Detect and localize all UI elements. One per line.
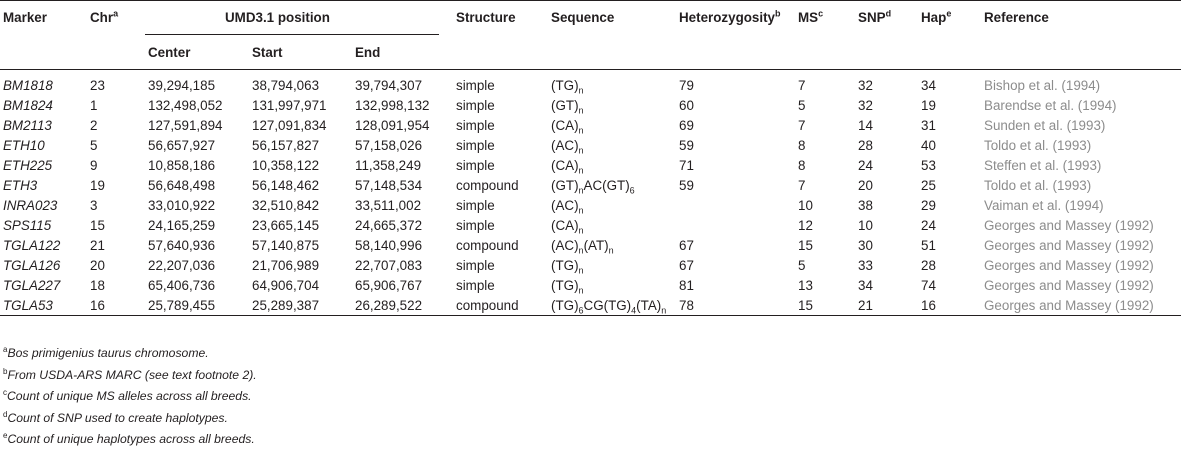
cell-hap: 28 bbox=[921, 257, 936, 273]
table-row bbox=[0, 195, 1181, 215]
cell-chr: 9 bbox=[90, 157, 98, 173]
cell-ms: 7 bbox=[798, 177, 806, 193]
cell-marker: BM2113 bbox=[3, 117, 52, 133]
cell-sequence bbox=[548, 275, 676, 295]
footnote bbox=[3, 343, 257, 365]
sequence-part: (AC) bbox=[551, 137, 579, 153]
cell-chr: 21 bbox=[90, 237, 105, 253]
table-row bbox=[0, 275, 1181, 295]
header-hap: Hap$^e$ bbox=[918, 1, 981, 70]
cell-marker: TGLA122 bbox=[3, 237, 61, 253]
footnote bbox=[3, 365, 257, 387]
sequence-part: CG(TG) bbox=[583, 297, 632, 313]
cell-reference: Georges and Massey (1992) bbox=[984, 237, 1154, 253]
header-ms: $MS^c$ bbox=[795, 1, 855, 70]
cell-center: 65,406,736 bbox=[148, 277, 216, 293]
table-row bbox=[0, 95, 1181, 115]
header-start: Start bbox=[249, 35, 352, 70]
sequence-part: (AC) bbox=[551, 197, 579, 213]
cell-marker: SPS115 bbox=[3, 217, 52, 233]
cell-structure: simple bbox=[456, 97, 495, 113]
cell-chr: 20 bbox=[90, 257, 105, 273]
cell-heterozygosity: 71 bbox=[679, 157, 694, 173]
header-marker: Marker bbox=[0, 1, 87, 70]
sequence-part: (AT) bbox=[583, 237, 609, 253]
cell-marker: TGLA227 bbox=[3, 277, 61, 293]
cell-start: 25,289,387 bbox=[249, 295, 352, 316]
table-row bbox=[0, 295, 1181, 316]
cell-end: 24,665,372 bbox=[355, 217, 423, 233]
header-umd-group: UMD3.1 position bbox=[145, 1, 453, 36]
cell-heterozygosity bbox=[676, 215, 795, 235]
footnote-text: Count of unique MS alleles across all breeds. bbox=[7, 389, 252, 403]
cell-ms: 15 bbox=[798, 237, 813, 253]
sequence-part: n bbox=[578, 285, 584, 296]
cell-chr: 19 bbox=[90, 177, 105, 193]
cell-sequence bbox=[548, 175, 676, 195]
cell-end: 26,289,522 bbox=[352, 295, 453, 316]
footnote-text: From USDA-ARS MARC (see text footnote 2). bbox=[7, 367, 257, 382]
cell-center: 22,207,036 bbox=[148, 257, 216, 273]
cell-snp: 33 bbox=[858, 257, 873, 273]
header-heterozygosity: Heterozygosity$^b$ bbox=[676, 1, 795, 70]
sequence-part: n bbox=[578, 225, 584, 236]
cell-end: 11,358,249 bbox=[355, 157, 422, 173]
cell-center: 24,165,259 bbox=[148, 217, 216, 233]
sequence-part: (GT) bbox=[551, 177, 579, 193]
cell-center: 127,591,894 bbox=[148, 117, 223, 133]
header-snp: SNP$^d$ bbox=[855, 1, 918, 70]
cell-hap: 51 bbox=[921, 237, 936, 253]
cell-start: 10,358,122 bbox=[252, 157, 320, 173]
header-reference: Reference bbox=[981, 1, 1181, 70]
cell-reference: Georges and Massey (1992) bbox=[981, 295, 1181, 316]
table-row bbox=[0, 215, 1181, 235]
cell-structure: simple bbox=[456, 157, 495, 173]
sequence-part: n bbox=[608, 245, 614, 256]
cell-start: 64,906,704 bbox=[252, 277, 320, 293]
footnote-text: Count of unique haplotypes across all breeds. bbox=[7, 432, 255, 446]
cell-start: 131,997,971 bbox=[252, 97, 327, 113]
cell-snp: 30 bbox=[858, 237, 873, 253]
footnote-mark: e bbox=[3, 430, 8, 440]
cell-hap: 40 bbox=[921, 137, 936, 153]
cell-start: 38,794,063 bbox=[252, 77, 320, 93]
cell-marker: INRA023 bbox=[3, 197, 58, 213]
cell-start: 127,091,834 bbox=[252, 117, 327, 133]
sequence-part: n bbox=[578, 85, 584, 96]
table-row bbox=[0, 135, 1181, 155]
cell-hap: 53 bbox=[921, 157, 936, 173]
cell-ms: 5 bbox=[798, 97, 806, 113]
cell-ms: 13 bbox=[798, 277, 813, 293]
cell-heterozygosity: 60 bbox=[679, 97, 694, 113]
cell-ms: 7 bbox=[798, 117, 806, 133]
cell-marker: ETH3 bbox=[3, 177, 38, 193]
cell-marker: ETH10 bbox=[3, 137, 45, 153]
cell-marker: BM1824 bbox=[3, 97, 53, 113]
sequence-part: n bbox=[578, 165, 584, 176]
cell-structure: simple bbox=[456, 117, 495, 133]
cell-hap: 31 bbox=[921, 117, 936, 133]
cell-hap: 24 bbox=[921, 217, 936, 233]
sequence-part: (TG) bbox=[551, 77, 579, 93]
cell-sequence bbox=[548, 235, 676, 255]
cell-sequence bbox=[548, 115, 676, 135]
cell-sequence bbox=[548, 215, 676, 235]
cell-snp: 14 bbox=[858, 117, 873, 133]
cell-reference: Toldo et al. (1993) bbox=[984, 177, 1092, 193]
cell-heterozygosity: 78 bbox=[676, 295, 795, 316]
cell-start: 57,140,875 bbox=[252, 237, 320, 253]
cell-reference: Sunden et al. (1993) bbox=[984, 117, 1106, 133]
sequence-part: (TG) bbox=[551, 277, 579, 293]
cell-chr: 3 bbox=[90, 197, 98, 213]
cell-snp: 10 bbox=[858, 217, 873, 233]
cell-reference: Georges and Massey (1992) bbox=[984, 277, 1154, 293]
sequence-part: n bbox=[578, 185, 584, 196]
cell-center: 132,498,052 bbox=[148, 97, 223, 113]
footnote-text: Count of SNP used to create haplotypes. bbox=[7, 410, 228, 425]
footnotes bbox=[3, 343, 257, 451]
cell-hap: 16 bbox=[918, 295, 981, 316]
cell-center: 56,657,927 bbox=[148, 137, 216, 153]
cell-marker: TGLA53 bbox=[0, 295, 87, 316]
sequence-part: (CA) bbox=[551, 217, 579, 233]
cell-hap: 74 bbox=[921, 277, 936, 293]
footnote-mark: b bbox=[3, 366, 8, 376]
cell-sequence bbox=[548, 255, 676, 275]
cell-chr: 16 bbox=[87, 295, 145, 316]
cell-sequence bbox=[548, 95, 676, 115]
cell-sequence bbox=[548, 135, 676, 155]
table-row bbox=[0, 175, 1181, 195]
sequence-part: 6 bbox=[578, 305, 584, 316]
cell-snp: 34 bbox=[858, 277, 873, 293]
sequence-part: n bbox=[578, 105, 584, 116]
cell-sequence bbox=[548, 295, 676, 316]
cell-hap: 25 bbox=[921, 177, 936, 193]
footnote-mark: c bbox=[3, 387, 7, 397]
cell-center: 33,010,922 bbox=[148, 197, 216, 213]
cell-end: 132,998,132 bbox=[355, 97, 430, 113]
cell-structure: compound bbox=[453, 295, 548, 316]
cell-reference: Steffen et al. (1993) bbox=[984, 157, 1102, 173]
cell-start: 32,510,842 bbox=[252, 197, 320, 213]
cell-end: 57,148,534 bbox=[355, 177, 423, 193]
sequence-part: (AC) bbox=[551, 237, 579, 253]
cell-sequence bbox=[548, 195, 676, 215]
table-row bbox=[0, 70, 1181, 96]
cell-heterozygosity: 69 bbox=[679, 117, 694, 133]
sequence-part: n bbox=[578, 205, 584, 216]
sequence-part: n bbox=[578, 145, 584, 156]
sequence-part: n bbox=[578, 265, 584, 276]
cell-start: 56,148,462 bbox=[252, 177, 320, 193]
cell-snp: 38 bbox=[858, 197, 873, 213]
cell-heterozygosity: 81 bbox=[679, 277, 694, 293]
cell-snp: 32 bbox=[858, 77, 873, 93]
cell-structure: simple bbox=[456, 277, 495, 293]
cell-end: 57,158,026 bbox=[355, 137, 423, 153]
sequence-part: (TA) bbox=[636, 297, 662, 313]
table-row bbox=[0, 155, 1181, 175]
cell-chr: 1 bbox=[90, 97, 98, 113]
sequence-part: n bbox=[578, 245, 584, 256]
cell-center: 57,640,936 bbox=[148, 237, 216, 253]
header-center: Center bbox=[145, 35, 249, 70]
cell-ms: 8 bbox=[798, 157, 806, 173]
header-structure: Structure bbox=[453, 1, 548, 70]
sequence-part: (TG) bbox=[551, 257, 579, 273]
sequence-part: (TG) bbox=[551, 297, 579, 313]
cell-start: 21,706,989 bbox=[252, 257, 320, 273]
cell-end: 33,511,002 bbox=[355, 197, 422, 213]
cell-ms: 8 bbox=[798, 137, 806, 153]
cell-heterozygosity bbox=[676, 195, 795, 215]
cell-sequence bbox=[548, 155, 676, 175]
cell-center: 56,648,498 bbox=[148, 177, 216, 193]
cell-reference: Georges and Massey (1992) bbox=[984, 217, 1154, 233]
footnote bbox=[3, 386, 257, 408]
cell-heterozygosity: 59 bbox=[679, 137, 694, 153]
cell-structure: simple bbox=[456, 197, 495, 213]
cell-chr: 23 bbox=[90, 77, 105, 93]
cell-structure: simple bbox=[456, 217, 495, 233]
cell-ms: 7 bbox=[798, 77, 806, 93]
cell-snp: 32 bbox=[858, 97, 873, 113]
header-chr: Chr$^a$ bbox=[87, 1, 145, 70]
cell-reference: Georges and Massey (1992) bbox=[984, 257, 1154, 273]
footnote-mark: a bbox=[3, 344, 8, 354]
cell-ms: 5 bbox=[798, 257, 806, 273]
cell-end: 39,794,307 bbox=[355, 77, 423, 93]
cell-start: 56,157,827 bbox=[252, 137, 320, 153]
cell-ms: 15 bbox=[795, 295, 855, 316]
cell-structure: simple bbox=[456, 77, 495, 93]
cell-reference: Vaiman et al. (1994) bbox=[984, 197, 1104, 213]
cell-heterozygosity: 67 bbox=[679, 237, 694, 253]
header-end: End bbox=[352, 35, 453, 70]
cell-end: 128,091,954 bbox=[355, 117, 430, 133]
cell-heterozygosity: 67 bbox=[679, 257, 694, 273]
cell-structure: compound bbox=[456, 237, 519, 253]
cell-structure: simple bbox=[456, 257, 495, 273]
sequence-part: 6 bbox=[629, 185, 635, 196]
cell-hap: 34 bbox=[921, 77, 936, 93]
sequence-part: AC(GT) bbox=[583, 177, 630, 193]
cell-marker: BM1818 bbox=[3, 77, 53, 93]
sequence-part: (CA) bbox=[551, 157, 579, 173]
cell-heterozygosity: 59 bbox=[679, 177, 694, 193]
cell-snp: 21 bbox=[855, 295, 918, 316]
sequence-part: (CA) bbox=[551, 117, 579, 133]
cell-reference: Barendse et al. (1994) bbox=[984, 97, 1117, 113]
cell-chr: 15 bbox=[90, 217, 105, 233]
sequence-part: n bbox=[661, 305, 667, 316]
cell-start: 23,665,145 bbox=[252, 217, 320, 233]
cell-snp: 24 bbox=[858, 157, 873, 173]
cell-end: 58,140,996 bbox=[355, 237, 423, 253]
table-body bbox=[0, 70, 1181, 316]
cell-center: 10,858,186 bbox=[148, 157, 216, 173]
footnote-mark: d bbox=[3, 409, 8, 419]
table-row bbox=[0, 255, 1181, 275]
cell-hap: 29 bbox=[921, 197, 936, 213]
header-sequence: Sequence bbox=[548, 1, 676, 70]
cell-chr: 18 bbox=[90, 277, 105, 293]
cell-snp: 28 bbox=[858, 137, 873, 153]
cell-marker: TGLA126 bbox=[3, 257, 61, 273]
cell-end: 22,707,083 bbox=[355, 257, 423, 273]
cell-ms: 12 bbox=[798, 217, 813, 233]
sequence-part: 4 bbox=[631, 305, 637, 316]
cell-ms: 10 bbox=[798, 197, 813, 213]
footnote bbox=[3, 408, 257, 430]
footnote-text: Bos primigenius taurus chromosome. bbox=[7, 346, 209, 360]
cell-structure: simple bbox=[456, 137, 495, 153]
cell-reference: Bishop et al. (1994) bbox=[984, 77, 1101, 93]
cell-heterozygosity: 79 bbox=[679, 77, 694, 93]
cell-end: 65,906,767 bbox=[355, 277, 423, 293]
cell-snp: 20 bbox=[858, 177, 873, 193]
cell-chr: 5 bbox=[90, 137, 98, 153]
cell-chr: 2 bbox=[90, 117, 98, 133]
table-row bbox=[0, 115, 1181, 135]
sequence-part: n bbox=[578, 125, 584, 136]
cell-hap: 19 bbox=[921, 97, 936, 113]
cell-center: 25,789,455 bbox=[145, 295, 249, 316]
cell-marker: ETH225 bbox=[3, 157, 53, 173]
cell-reference: Toldo et al. (1993) bbox=[984, 137, 1092, 153]
table-row bbox=[0, 235, 1181, 255]
cell-center: 39,294,185 bbox=[148, 77, 216, 93]
cell-structure: compound bbox=[456, 177, 519, 193]
sequence-part: (GT) bbox=[551, 97, 579, 113]
cell-sequence bbox=[548, 70, 676, 96]
